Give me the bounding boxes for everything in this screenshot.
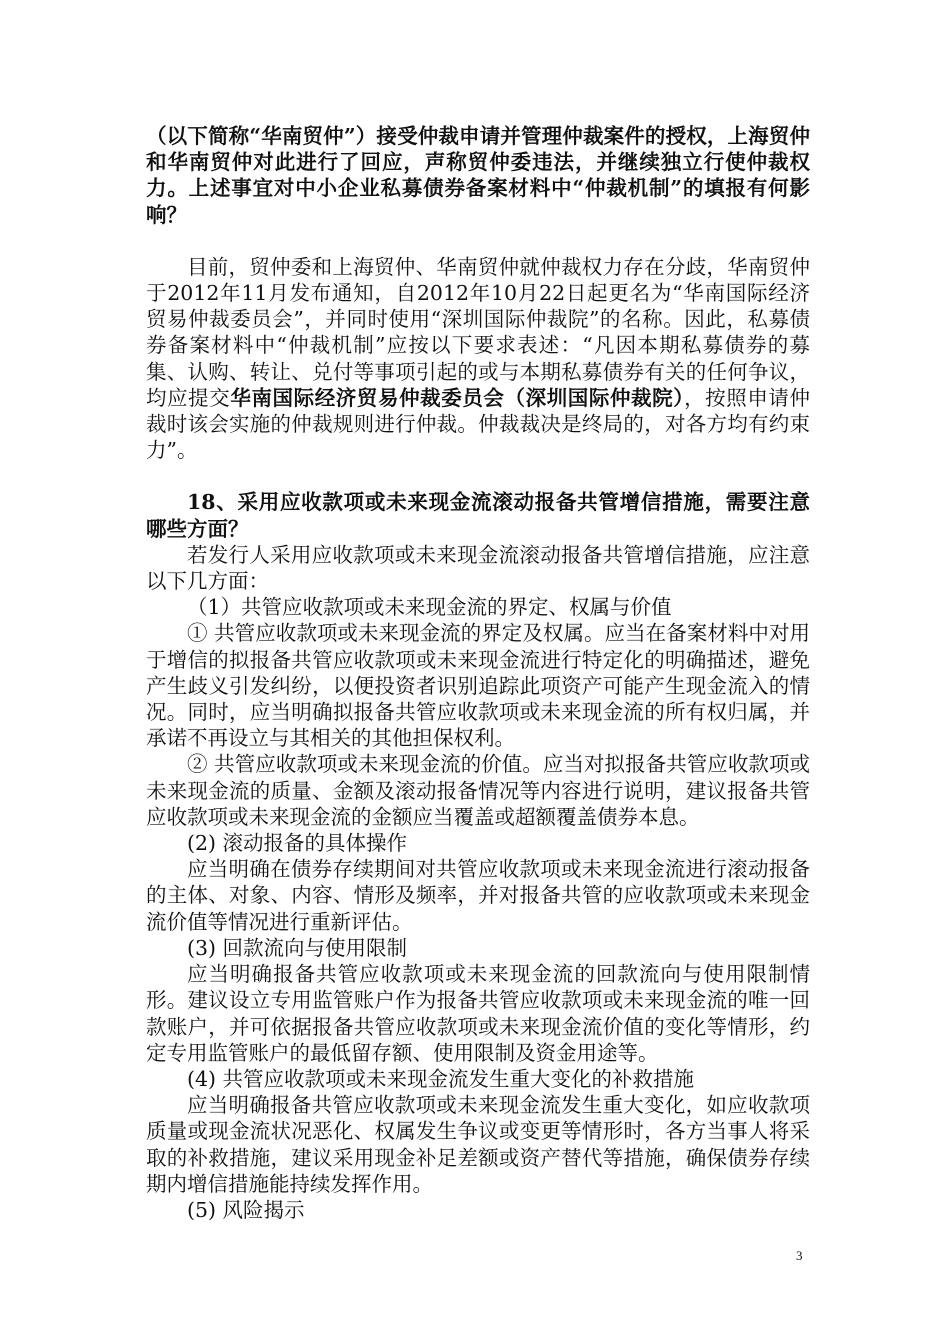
section-2-body: 应当明确在债券存续期间对共管应收款项或未来现金流进行滚动报备的主体、对象、内容、情形及频率，并对报备共管的应收款项或未来现金流价值等情况进行重新评估。 <box>146 857 810 934</box>
section-1-title: （1）共管应收款项或未来现金流的界定、权属与价值 <box>187 595 672 620</box>
answer-text-1: 目前，贸仲委和上海贸仲、华南贸仲就仲裁权力存在分歧，华南贸仲于2012年11月发布通知，自2012年10月22日起更名为“华南国际经济贸易仲裁委员会”，并同时使用“深圳国际仲裁院”的名称。因此，私募债券备案材料中“仲裁机制”应按以下要求表述：“凡因本期私募债券的募集、认购、转让、兑付等事项引起的或与本期私募债券有关的任何争议，均应提交 <box>146 254 810 410</box>
page-number: 3 <box>796 1248 803 1263</box>
question-18-heading: 18、采用应收款项或未来现金流滚动报备共管增信措施，需要注意哪些方面？ <box>146 490 810 541</box>
question-continuation: （以下简称“华南贸仲”）接受仲裁申请并管理仲裁案件的授权，上海贸仲和华南贸仲对此进行了回应，声称贸仲委违法，并继续独立行使仲裁权力。上述事宜对中小企业私募债券备案材料中“仲裁机制”的填报有何影响？ <box>146 124 810 227</box>
section-1-item-b: ② 共管应收款项或未来现金流的价值。应当对拟报备共管应收款项或未来现金流的质量、金额及滚动报备情况等内容进行说明，建议报备共管应收款项或未来现金流的金额应当覆盖或超额覆盖债券本息。 <box>146 752 810 829</box>
section-4-body: 应当明确报备共管应收款项或未来现金流发生重大变化，如应收款项质量或现金流状况恶化、权属发生争议或变更等情形时，各方当事人将采取的补救措施，建议采用现金补足差额或资产替代等措施，确保债券存续期内增信措施能持续发挥作用。 <box>146 1093 810 1196</box>
answer-paragraph <box>146 254 810 464</box>
question-18-intro: 若发行人采用应收款项或未来现金流滚动报备共管增信措施，应注意以下几方面： <box>146 542 810 594</box>
answer-text-2: ，按照申请仲裁时该会实施的仲裁规则进行仲裁。仲裁裁决是终局的，对各方均有约束力”。 <box>146 385 811 463</box>
section-2-title: (2) 滚动报备的具体操作 <box>187 831 408 856</box>
section-4-title: (4) 共管应收款项或未来现金流发生重大变化的补救措施 <box>187 1066 695 1091</box>
section-3-title: (3) 回款流向与使用限制 <box>187 935 408 960</box>
arbitration-institution-name: 华南国际经济贸易仲裁委员会（深圳国际仲裁院） <box>230 385 685 410</box>
section-5-title: (5) 风险揭示 <box>187 1197 305 1222</box>
section-1-item-a: ① 共管应收款项或未来现金流的界定及权属。应当在备案材料中对用于增信的拟报备共管应收款项或未来现金流进行特定化的明确描述，避免产生歧义引发纠纷，以便投资者识别追踪此项资产可能产生现金流入的情况。同时，应当明确拟报备共管应收款项或未来现金流的所有权归属，并承诺不再设立与其相关的其他担保权利。 <box>146 621 810 751</box>
document-body <box>146 123 810 1223</box>
section-3-body: 应当明确报备共管应收款项或未来现金流的回款流向与使用限制情形。建议设立专用监管账户作为报备共管应收款项或未来现金流的唯一回款账户，并可依据报备共管应收款项或未来现金流价值的变化等情形，约定专用监管账户的最低留存额、使用限制及资金用途等。 <box>146 962 810 1065</box>
